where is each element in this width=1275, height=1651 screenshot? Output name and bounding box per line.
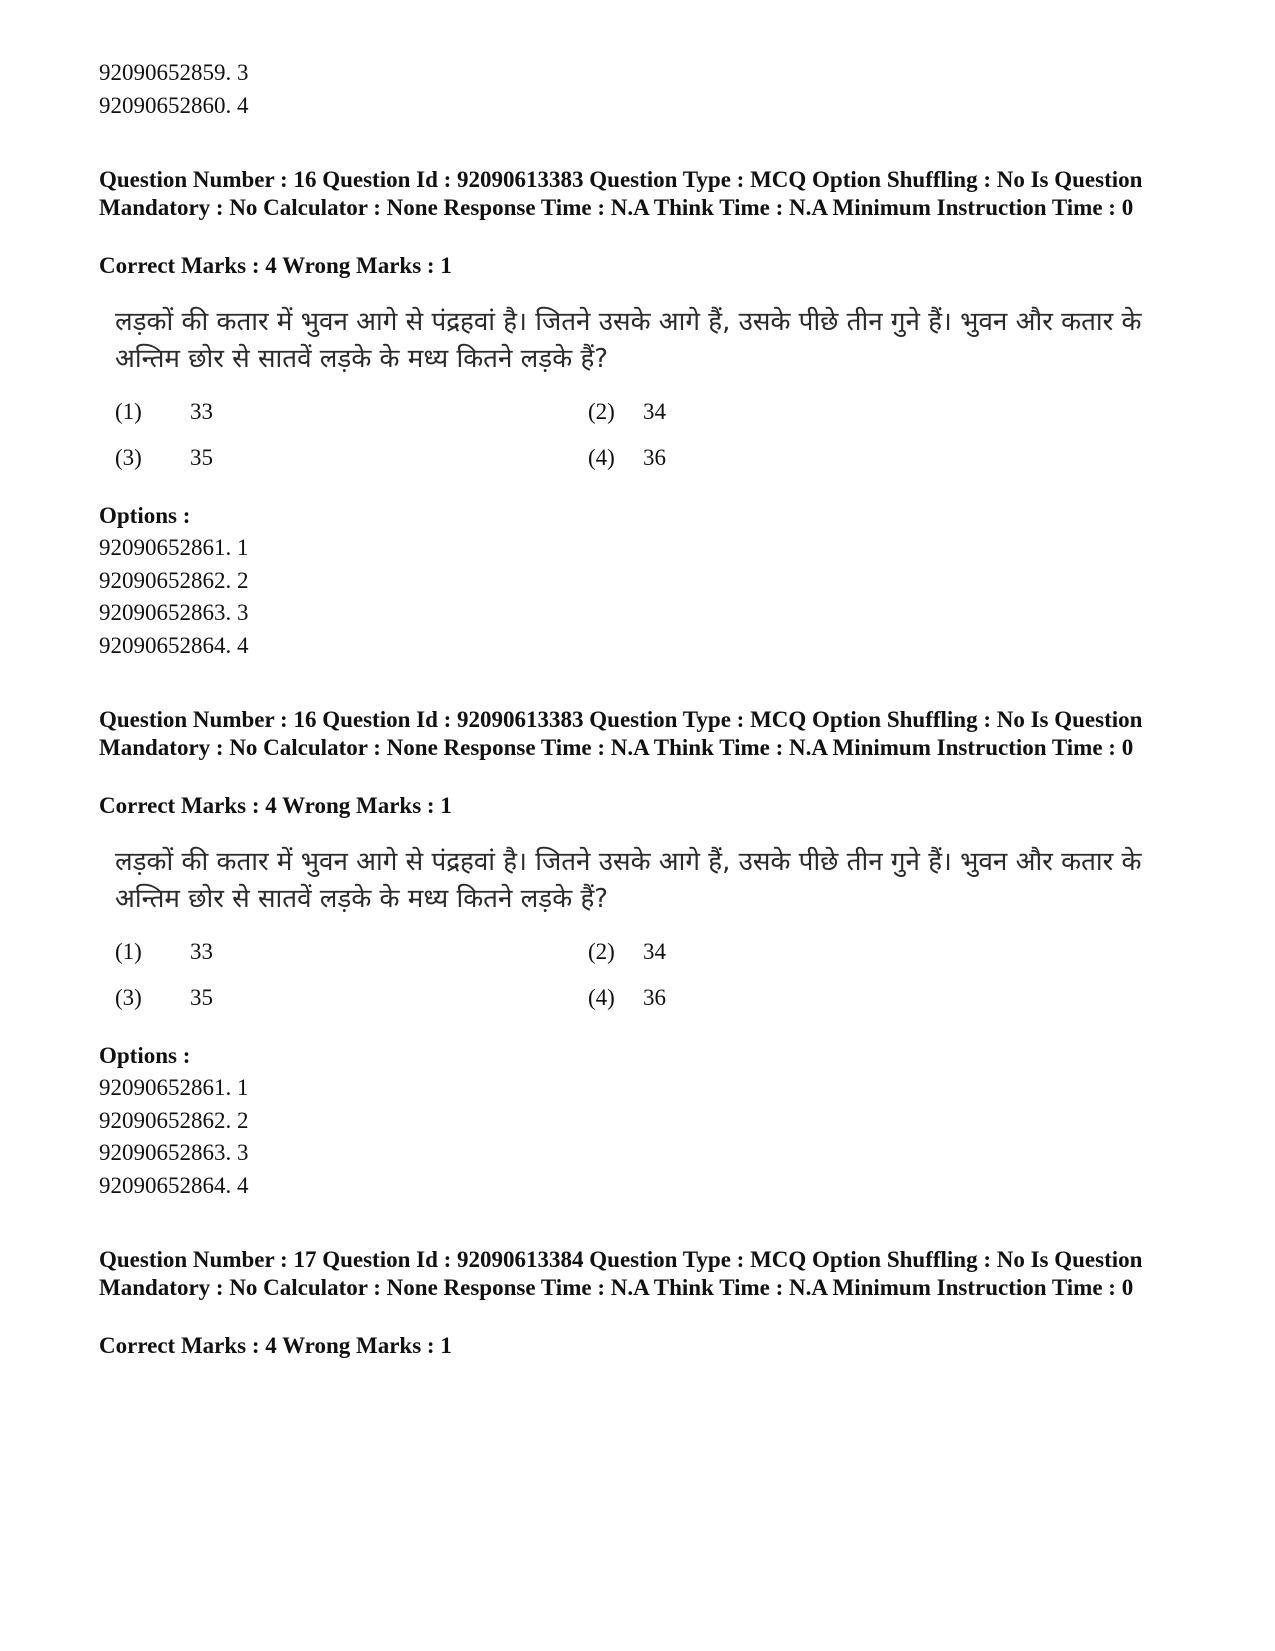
option-line: 92090652859. 3 — [99, 60, 249, 85]
choice-number: (2) — [588, 399, 615, 424]
choice-value: 33 — [190, 399, 213, 424]
choice-value: 34 — [643, 939, 666, 964]
answer-choice — [588, 984, 666, 1012]
option-line: 92090652864. 4 — [99, 633, 249, 658]
choice-number: (2) — [588, 939, 615, 964]
question-text: लड़कों की कतार में भुवन आगे से पंद्रहवां है। जितने उसके आगे हैं, उसके पीछे तीन गुने हैं। भुवन और कतार के अन्तिम छोर से सातवें लड़के के मध्य कितने लड़के हैं? — [115, 307, 1142, 374]
choice-value: 33 — [190, 939, 213, 964]
choice-number: (1) — [115, 939, 142, 964]
marks-line: Correct Marks : 4 Wrong Marks : 1 — [99, 1333, 452, 1358]
choice-number: (3) — [115, 445, 142, 470]
question-content — [115, 304, 1195, 378]
choice-number: (4) — [588, 985, 615, 1010]
choice-number: (4) — [588, 445, 615, 470]
question-meta: Question Number : 17 Question Id : 92090613384 Question Type : MCQ Option Shuffling : No Is Question Mandatory : No Calculator : None Response Time : N.A Think Time : N.A Minimum Instruction Time : 0 — [99, 1247, 1143, 1300]
options-label: Options : — [99, 503, 191, 528]
question-meta: Question Number : 16 Question Id : 92090613383 Question Type : MCQ Option Shuffling : No Is Question Mandatory : No Calculator : None Response Time : N.A Think Time : N.A Minimum Instruction Time : 0 — [99, 167, 1143, 220]
choice-value: 34 — [643, 399, 666, 424]
option-line: 92090652864. 4 — [99, 1173, 249, 1198]
marks-line: Correct Marks : 4 Wrong Marks : 1 — [99, 253, 452, 278]
answer-choice — [588, 938, 666, 966]
answer-choice — [115, 938, 213, 966]
choice-number: (1) — [115, 399, 142, 424]
choice-value: 35 — [190, 985, 213, 1010]
answer-choice — [588, 444, 666, 472]
options-label: Options : — [99, 1043, 191, 1068]
option-line: 92090652862. 2 — [99, 1108, 249, 1133]
option-line: 92090652861. 1 — [99, 535, 249, 560]
option-line: 92090652863. 3 — [99, 600, 249, 625]
answer-choice — [115, 444, 213, 472]
answer-choice — [588, 398, 666, 426]
option-line: 92090652860. 4 — [99, 93, 249, 118]
question-text: लड़कों की कतार में भुवन आगे से पंद्रहवां है। जितने उसके आगे हैं, उसके पीछे तीन गुने हैं। भुवन और कतार के अन्तिम छोर से सातवें लड़के के मध्य कितने लड़के हैं? — [115, 847, 1142, 914]
option-line: 92090652861. 1 — [99, 1075, 249, 1100]
choice-value: 36 — [643, 985, 666, 1010]
choice-number: (3) — [115, 985, 142, 1010]
marks-line: Correct Marks : 4 Wrong Marks : 1 — [99, 793, 452, 818]
option-line: 92090652863. 3 — [99, 1140, 249, 1165]
answer-choice — [115, 398, 213, 426]
question-meta: Question Number : 16 Question Id : 92090613383 Question Type : MCQ Option Shuffling : No Is Question Mandatory : No Calculator : None Response Time : N.A Think Time : N.A Minimum Instruction Time : 0 — [99, 707, 1143, 760]
option-line: 92090652862. 2 — [99, 568, 249, 593]
question-content — [115, 844, 1195, 918]
answer-choice — [115, 984, 213, 1012]
choice-value: 36 — [643, 445, 666, 470]
choice-value: 35 — [190, 445, 213, 470]
